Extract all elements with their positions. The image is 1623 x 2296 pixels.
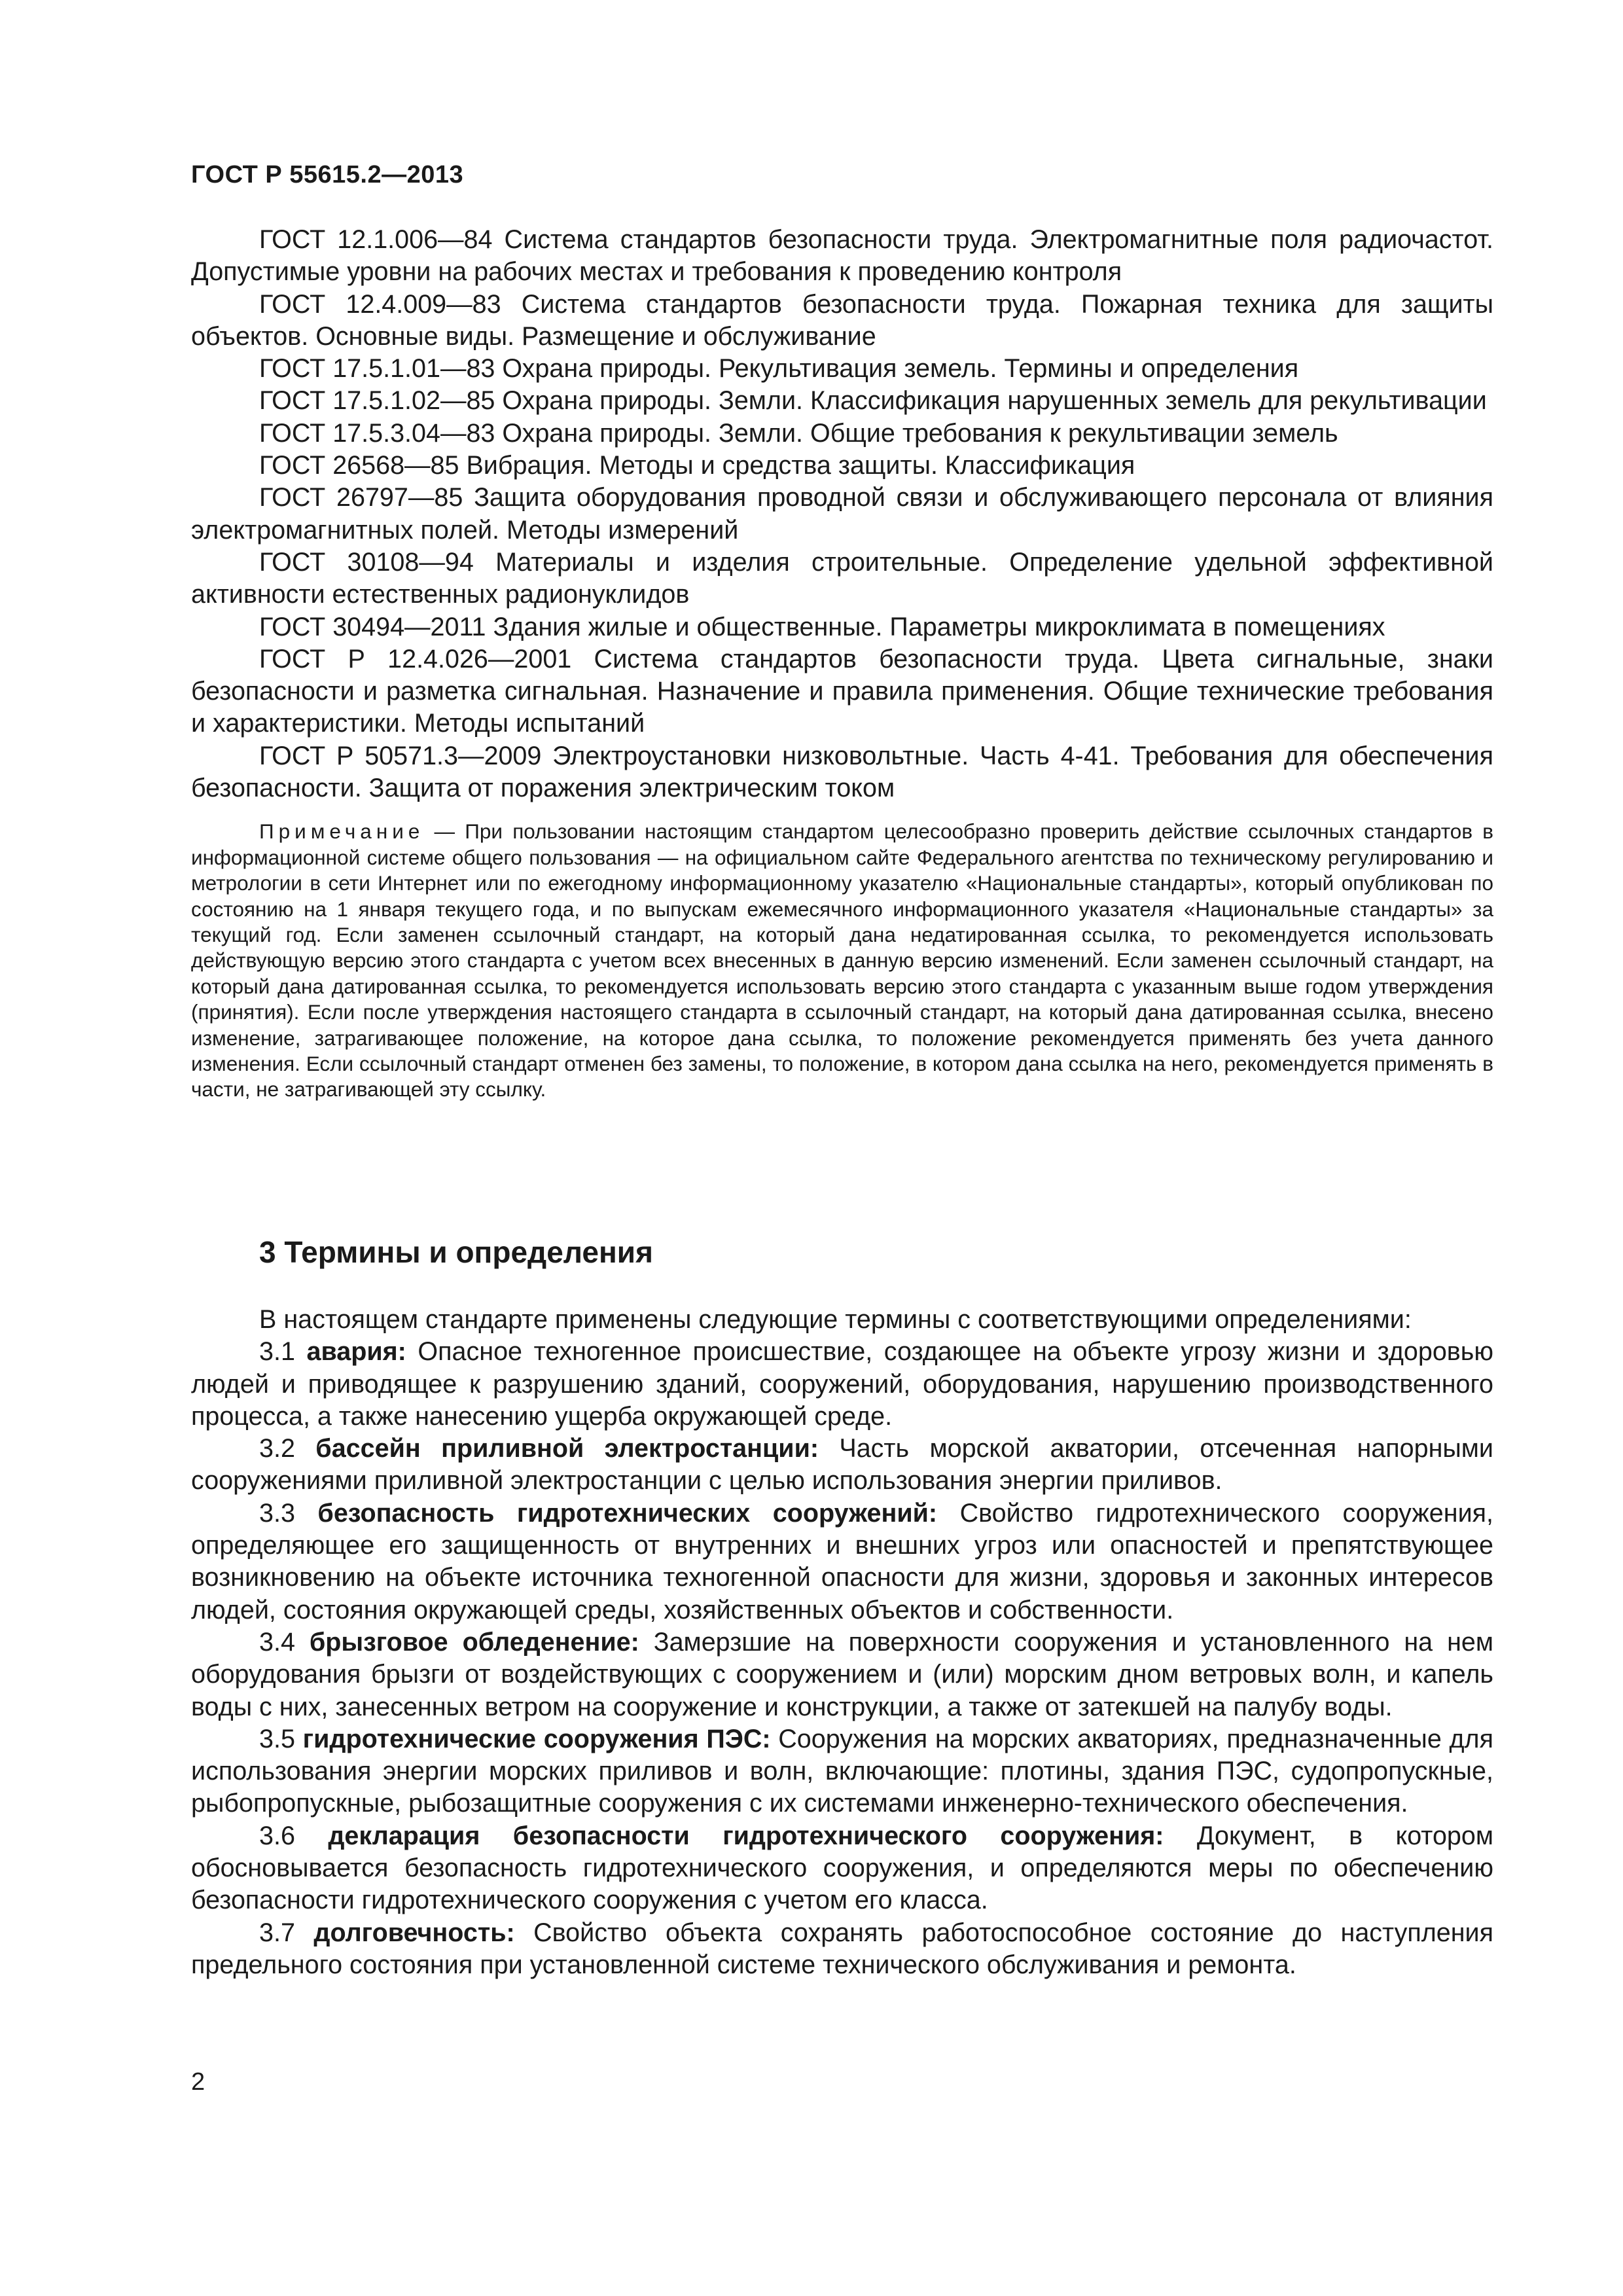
term-definition: Свойство объекта сохранять работоспособное состояние до наступления предельного состояния при установленной системе технического обслуживания и ремонта. — [191, 1918, 1494, 1979]
term-entry — [191, 1820, 1493, 1917]
reference-item: ГОСТ 17.5.1.02—85 Охрана природы. Земли. Классификация нарушенных земель для рекультивации — [259, 386, 1487, 416]
reference-item: ГОСТ 17.5.1.01—83 Охрана природы. Рекультивация земель. Термины и определения — [259, 354, 1299, 384]
term-name: авария: — [306, 1337, 406, 1367]
term-number: 3.2 — [259, 1434, 316, 1463]
normative-references — [191, 224, 1493, 1123]
note-text: — При пользовании настоящим стандартом целесообразно проверить действие ссылочных стандартов в информационной системе общего пользования — на официальном сайте Федерального агентства по техническому регулированию и метрологии в сети Интернет или по ежегодному информационному указателю «Национальные стандарты», который опубликован по состоянию на 1 января текущего года, и по выпускам ежемесячного информационного указателя «Национальные стандарты» за текущий год. Если заменен ссылочный стандарт, на который дана недатированная ссылка, то рекомендуется использовать действующую версию этого стандарта с учетом всех внесенных в данную версию изменений. Если заменен ссылочный стандарт, на который дана датированная ссылка, то рекомендуется использовать версию этого стандарта с указанным выше годом утверждения (принятия). Если после утверждения настоящего стандарта в ссылочный стандарт, на который дана датированная ссылка, внесено изменение, затрагивающее положение, на которое дана ссылка, то положение рекомендуется применять без учета данного изменения. Если ссылочный стандарт отменен без замены, то положение, в котором дана ссылка на него, рекомендуется применять в части, не затрагивающей эту ссылку. — [191, 819, 1493, 1102]
term-number: 3.4 — [259, 1627, 310, 1657]
reference-item: ГОСТ 26797—85 Защита оборудования проводной связи и обслуживающего персонала от влияния электромагнитных полей. Методы измерений — [191, 483, 1493, 545]
terms-section — [191, 1304, 1493, 1981]
term-number: 3.6 — [259, 1821, 329, 1850]
term-name: долговечность: — [313, 1918, 515, 1947]
term-entry — [191, 1498, 1493, 1626]
note-paragraph — [191, 819, 1493, 1102]
term-number: 3.3 — [259, 1498, 318, 1528]
term-number: 3.5 — [259, 1724, 303, 1753]
term-name: брызговое обледенение: — [309, 1627, 639, 1657]
section-intro: В настоящем стандарте применены следующие термины с соответствующими определениями: — [259, 1305, 1412, 1334]
term-definition: Часть морской акватории, отсеченная напорными сооружениями приливной электростанции с целью использования энергии приливов. — [191, 1434, 1494, 1496]
page-number: 2 — [191, 2068, 205, 2096]
term-entry — [191, 1917, 1493, 1982]
term-definition: Опасное техногенное происшествие, создающее на объекте угрозу жизни и здоровью людей и приводящее к разрушению зданий, сооружений, оборудования, нарушению производственного процесса, а также нанесению ущерба окружающей среде. — [191, 1337, 1493, 1431]
reference-item: ГОСТ Р 12.4.026—2001 Система стандартов безопасности труда. Цвета сигнальные, знаки безопасности и разметка сигнальная. Назначение и правила применения. Общие технические требования и характеристики. Методы испытаний — [191, 644, 1493, 738]
term-name: декларация безопасности гидротехнического сооружения: — [328, 1821, 1164, 1850]
reference-item: ГОСТ Р 50571.3—2009 Электроустановки низковольтные. Часть 4-41. Требования для обеспечения безопасности. Защита от поражения электрическим током — [191, 741, 1493, 803]
reference-item: ГОСТ 26568—85 Вибрация. Методы и средства защиты. Классификация — [259, 451, 1135, 480]
term-number: 3.1 — [259, 1337, 307, 1367]
term-definition: Замерзшие на поверхности сооружения и установленного на нем оборудования брызги от воздействующих с сооружением и (или) морским дном ветровых волн, и капель воды с них, занесенных ветром на сооружение и конструкции, а также от затекшей на палубу воды. — [191, 1627, 1494, 1721]
term-number: 3.7 — [259, 1918, 314, 1947]
term-name: бассейн приливной электростанции: — [315, 1434, 819, 1463]
term-entry — [191, 1723, 1493, 1820]
document-header: ГОСТ Р 55615.2—2013 — [191, 161, 464, 188]
note-label: Примечание — [259, 819, 425, 844]
term-entry — [191, 1626, 1493, 1723]
reference-item: ГОСТ 12.1.006—84 Система стандартов безопасности труда. Электромагнитные поля радиочастот. Допустимые уровни на рабочих местах и требования к проведению контроля — [191, 225, 1493, 287]
reference-item: ГОСТ 12.4.009—83 Система стандартов безопасности труда. Пожарная техника для защиты объектов. Основные виды. Размещение и обслуживание — [191, 289, 1493, 351]
term-entry — [191, 1433, 1493, 1498]
section-heading: 3 Термины и определения — [259, 1235, 653, 1269]
reference-item: ГОСТ 17.5.3.04—83 Охрана природы. Земли. Общие требования к рекультивации земель — [259, 418, 1338, 448]
term-definition: Свойство гидротехнического сооружения, определяющее его защищенность от внутренних и внешних угроз или опасностей и препятствующее возникновению на объекте источника техногенной опасности для жизни, здоровья и законных интересов людей, состояния окружающей среды, хозяйственных объектов и собственности. — [191, 1498, 1493, 1624]
term-name: безопасность гидротехнических сооружений: — [317, 1498, 938, 1528]
term-entry — [191, 1336, 1493, 1433]
term-name: гидротехнические сооружения ПЭС: — [302, 1724, 771, 1753]
reference-item: ГОСТ 30494—2011 Здания жилые и общественные. Параметры микроклимата в помещениях — [259, 612, 1385, 641]
term-definition: Документ, в котором обосновывается безопасность гидротехнического сооружения, и определяются меры по обеспечению безопасности гидротехнического сооружения с учетом его класса. — [191, 1821, 1494, 1915]
reference-item: ГОСТ 30108—94 Материалы и изделия строительные. Определение удельной эффективной активности естественных радионуклидов — [191, 547, 1493, 609]
term-definition: Сооружения на морских акваториях, предназначенные для использования энергии морских приливов и волн, включающие: плотины, здания ПЭС, судопропускные, рыбопропускные, рыбозащитные сооружения с их системами инженерно-технического обеспечения. — [191, 1724, 1493, 1818]
